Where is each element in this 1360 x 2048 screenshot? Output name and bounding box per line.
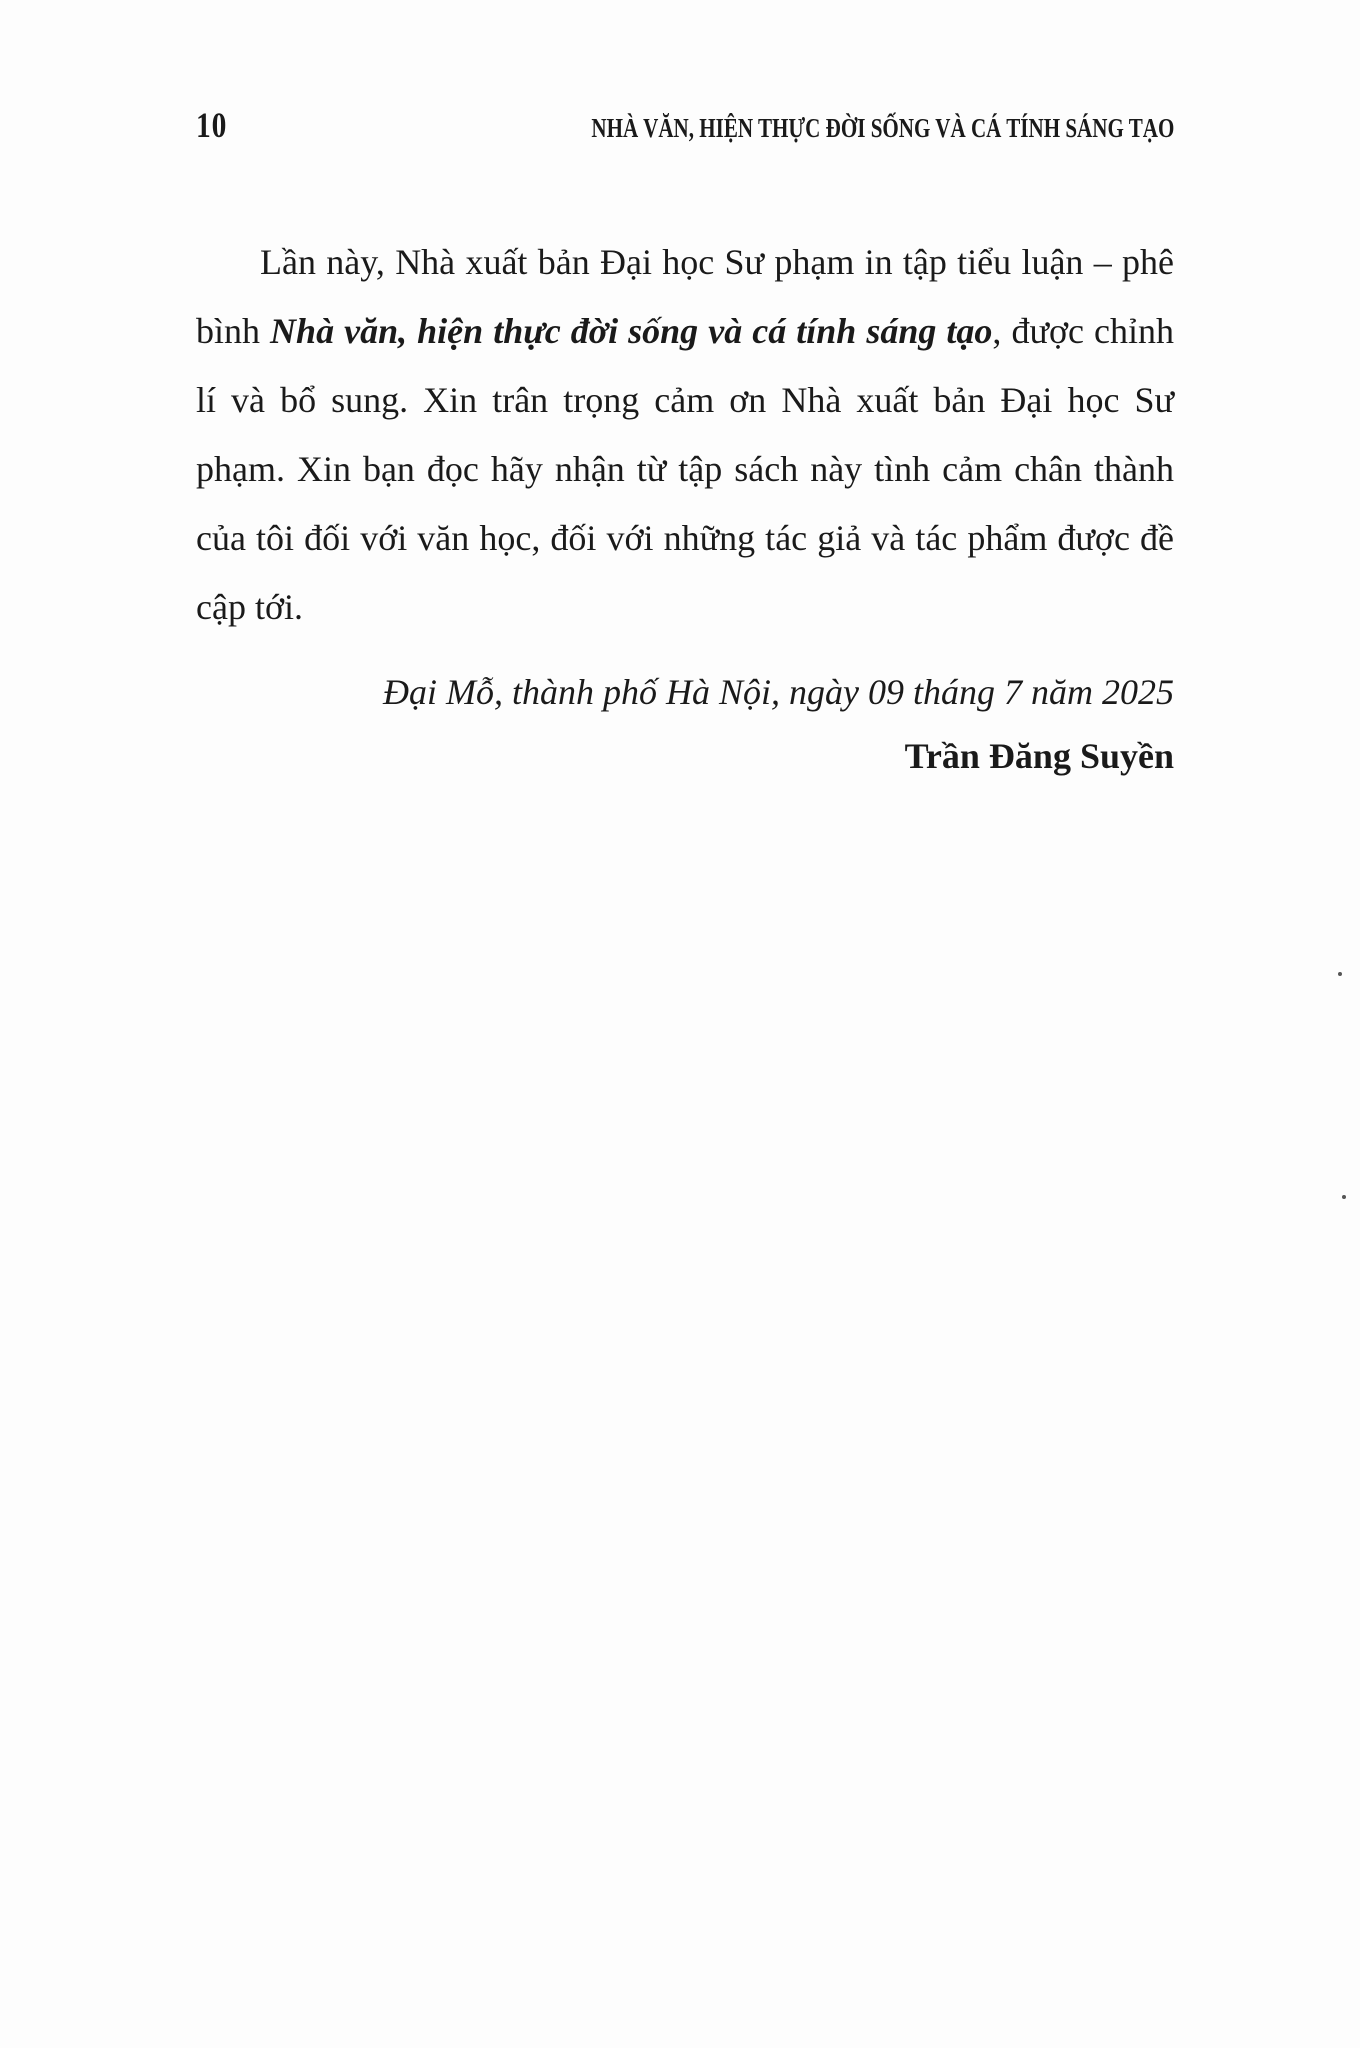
running-head [196, 104, 1174, 144]
page-number: 10 [196, 105, 228, 145]
author-signature: Trần Đăng Suyền [904, 736, 1174, 776]
running-title: NHÀ VĂN, HIỆN THỰC ĐỜI SỐNG VÀ CÁ TÍNH SÁNG TẠO [591, 113, 1174, 143]
scan-speck [1342, 1195, 1346, 1199]
body-paragraph [196, 228, 1174, 642]
body-text-after-title: , được chỉnh lí và bổ sung. Xin trân trọng cảm ơn Nhà xuất bản Đại học Sư phạm. Xin bạn đọc hãy nhận từ tập sách này tình cảm chân thành của tôi đối với văn học, đối với những tác giả và tác phẩm được đề cập tới. [196, 311, 1174, 627]
body-text-before-title: Lần này, Nhà xuất bản Đại học Sư phạm in tập tiểu luận – phê bình [196, 242, 1174, 351]
book-title: Nhà văn, hiện thực đời sống và cá tính sáng tạo [270, 311, 993, 351]
scan-speck [1338, 972, 1342, 976]
place-date-line: Đại Mỗ, thành phố Hà Nội, ngày 09 tháng 7 năm 2025 [383, 672, 1174, 712]
